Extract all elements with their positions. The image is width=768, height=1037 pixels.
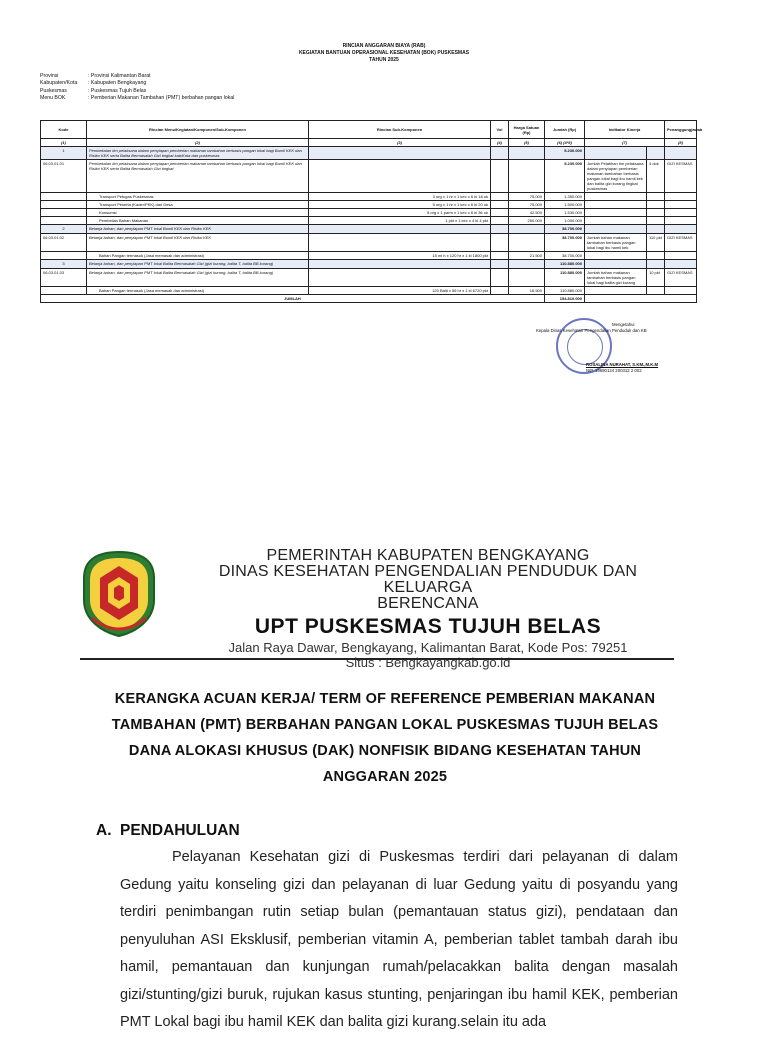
total-empty <box>585 295 697 303</box>
table-row <box>41 225 697 234</box>
rab-title <box>0 43 768 64</box>
cell-uraian: Belanja bahan, dan penyiapan PMT lokal Bumil KEK dan Risiko KEK <box>87 225 309 234</box>
cell-pj <box>665 225 697 234</box>
cell-sub: 120 Balit x 56 hr x 1 kl 6720 pkt <box>309 287 491 295</box>
cell-jumlah: 1.350.000 <box>545 193 585 201</box>
table-row <box>41 260 697 269</box>
info-value: : Kabupaten Bengkayang <box>88 80 147 87</box>
cell-harga: 16.500 <box>509 287 545 295</box>
cell-uraian: Pembekalan tim pelaksana dalam penyiapan pemberian makanan tambahan berbasis pangan lokal bagi Bumil KEK dan Risiko KEK serta Balita Bermasalah Gizi tingkat <box>87 160 309 193</box>
cell-uraian: Transport Peserta (Kader/PKK) dari Desa <box>87 201 309 209</box>
rab-table <box>40 120 703 303</box>
col-number: (3) <box>309 139 491 147</box>
cell-harga <box>509 147 545 160</box>
cell-harga <box>509 269 545 287</box>
cell-indikator <box>585 225 647 234</box>
signature-line: Kepala Dinas Kesehatan Pengendalian Penduduk dan KB <box>536 328 647 333</box>
cell-vol <box>491 287 509 295</box>
info-value: : Provinsi Kalimantan Barat <box>88 73 151 79</box>
cell-kode <box>41 201 87 209</box>
cell-jumlah: 1.000.000 <box>545 217 585 225</box>
cell-sub: 5 org x 1 hr x 1 kec x 6 kl 20 ok <box>309 201 491 209</box>
cell-vol <box>491 225 509 234</box>
col-header: Penanggungjawab <box>665 121 697 139</box>
total-label: JUMLAH <box>41 295 545 303</box>
cell-pj: GIZI KESMAS <box>665 269 697 287</box>
cell-vol <box>491 217 509 225</box>
rab-title-line: TAHUN 2025 <box>369 57 399 63</box>
cell-kode <box>41 287 87 295</box>
cell-harga <box>509 225 545 234</box>
cell-indikator-vol <box>647 209 665 217</box>
cell-sub: 3 org x 1 hr x 1 kec x 6 kl 18 ok <box>309 193 491 201</box>
cell-harga: 250.000 <box>509 217 545 225</box>
col-number: (1) <box>41 139 87 147</box>
info-value: : Pemberian Makanan Tambahan (PMT) berbahan pangan lokal <box>88 94 235 101</box>
cell-sub <box>309 225 491 234</box>
info-label: Kabupaten/Kota <box>40 80 78 87</box>
rab-title-line: RINCIAN ANGGARAN BIAYA (RAB) <box>342 43 426 49</box>
cell-kode <box>41 252 87 260</box>
col-header: Rincian Sub-Komponen <box>309 121 491 139</box>
table-row <box>41 193 697 201</box>
cell-uraian: Belanja bahan, dan penyiapan PMT lokal Balita Bermasalah Gizi (gizi kurang, balita T, balita BB kurang) <box>87 260 309 269</box>
cell-indikator-vol <box>647 217 665 225</box>
cell-jumlah: 1.500.000 <box>545 201 585 209</box>
cell-indikator-vol: 110 pkt <box>647 234 665 252</box>
col-number: (8) <box>665 139 697 147</box>
cell-kode: 2 <box>41 225 87 234</box>
signature-nip: NIP. 19690124 200312 2 002 <box>586 368 642 373</box>
cell-pj <box>665 252 697 260</box>
cell-uraian: Konsumsi <box>87 209 309 217</box>
cell-jumlah: 5.230.000 <box>545 160 585 193</box>
rab-title-line: KEGIATAN BANTUAN OPERASIONAL KESEHATAN (BOK) PUSKESMAS <box>298 50 470 56</box>
document-title: KERANGKA ACUAN KERJA/ TERM OF REFERENCE PEMBERIAN MAKANAN TAMBAHAN (PMT) BERBAHAN PANGAN LOKAL PUSKESMAS TUJUH BELAS DANA ALOKASI KHUSUS (DAK) NONFISIK BIDANG KESEHATAN TAHUN ANGGARAN 2025 <box>111 691 659 785</box>
cell-indikator: Jumlah bahan makanan tambahan berbasis pangan lokal bagi ibu hamil kek <box>585 234 647 252</box>
cell-sub <box>309 260 491 269</box>
body-paragraph: Pelayanan Kesehatan gizi di Puskesmas terdiri dari pelayanan di dalam Gedung yaitu konseling gizi dan pelayanan di luar Gedung yaitu di posyandu yang terdiri penimbangan rutin setiap bulan (pemantauan status gizi), pendataan dan penyuluhan ASI Eksklusif, pemberian vitamin A, pemberian tablet tambah darah ibu hamil, pemantauan dan kunjungan rumah/pelacakkan balita dengan masalah gizi/stunting/gizi buruk, rujukan kasus stunting, penjaringan ibu hamil KEK, pemberian PMT Lokal bagi ibu hamil KEK dan balita gizi kurang.selain itu ada <box>120 849 678 1030</box>
cell-indikator: Jumlah Pelatihan tim pelaksana dalam penyiapan pemberian makanan tambahan berbasis pangan lokal bagi ibu hamil kek dan balita gizi kurang tingkat puskesmas <box>585 160 647 193</box>
signature-block <box>536 322 658 374</box>
section-heading <box>96 822 240 840</box>
cell-harga <box>509 260 545 269</box>
cell-vol <box>491 252 509 260</box>
cell-uraian: Pembekalan tim pelaksana dalam penyiapan pemberian makanan tambahan berbasis pangan lokal bagi Bumil KEK dan Risiko KEK serta Balita Bermasalah Gizi tingkat kab/Kota dan puskesmas <box>87 147 309 160</box>
cell-indikator-vol <box>647 225 665 234</box>
cell-indikator <box>585 217 647 225</box>
cell-pj <box>665 201 697 209</box>
cell-harga: 75.000 <box>509 193 545 201</box>
table-row <box>41 252 697 260</box>
col-number-row <box>41 139 697 147</box>
cell-kode <box>41 217 87 225</box>
cell-uraian: Belanja bahan, dan penyiapan PMT lokal Balita Bermasalah Gizi (gizi kurang, balita T, balita BB kurang) <box>87 269 309 287</box>
cell-indikator-vol: 10 pkt <box>647 269 665 287</box>
cell-indikator <box>585 201 647 209</box>
bengkayang-logo-icon <box>80 548 158 638</box>
letterhead-government: PEMERINTAH KABUPATEN BENGKAYANG <box>266 547 590 564</box>
cell-indikator: Jumlah bahan makanan tambahan berbasis pangan lokal bagi balita gizi kurang <box>585 269 647 287</box>
cell-kode: 06.03.01.02 <box>41 234 87 252</box>
cell-uraian: Pembelian Bahan Makanan <box>87 217 309 225</box>
table-row <box>41 201 697 209</box>
cell-jumlah: 5.230.000 <box>545 147 585 160</box>
col-number: (4) <box>491 139 509 147</box>
cell-indikator-vol <box>647 201 665 209</box>
cell-indikator <box>585 260 647 269</box>
info-row <box>40 95 234 102</box>
cell-jumlah: 110.880.000 <box>545 260 585 269</box>
letterhead-unit: UPT PUSKESMAS TUJUH BELAS <box>254 615 602 638</box>
cell-kode <box>41 193 87 201</box>
cell-indikator <box>585 209 647 217</box>
col-header: Rincian Menu/Kegiatan/Komponen/Sub-Komponen <box>87 121 309 139</box>
letterhead-agency: DINAS KESEHATAN PENGENDALIAN PENDUDUK DAN KELUARGA <box>218 563 638 596</box>
col-number: (7) <box>585 139 665 147</box>
cell-jumlah: 110.880.000 <box>545 269 585 287</box>
info-row <box>40 80 234 87</box>
cell-vol <box>491 193 509 201</box>
letterhead-divider <box>80 658 674 660</box>
cell-indikator-vol <box>647 193 665 201</box>
info-row <box>40 88 234 95</box>
cell-pj <box>665 193 697 201</box>
cell-vol <box>491 147 509 160</box>
table-row <box>41 209 697 217</box>
letterhead-address: Jalan Raya Dawar, Bengkayang, Kalimantan Barat, Kode Pos: 79251 <box>228 640 628 655</box>
section-letter: A. <box>96 822 112 839</box>
cell-uraian: Belanja bahan, dan penyiapan PMT lokal Bumil KEK dan Risiko KEK <box>87 234 309 252</box>
total-value: 154.810.000 <box>545 295 585 303</box>
table-row <box>41 234 697 252</box>
cell-pj <box>665 260 697 269</box>
cell-sub: 15 ml h x 120 hr x 1 kl 1800 pkt <box>309 252 491 260</box>
cell-indikator-vol <box>647 260 665 269</box>
cell-vol <box>491 234 509 252</box>
cell-kode: 3 <box>41 260 87 269</box>
cell-kode: 06.03.01.03 <box>41 269 87 287</box>
info-row <box>40 73 234 80</box>
cell-kode: 06.03.01.01 <box>41 160 87 193</box>
col-header: Jumlah (Rp) <box>545 121 585 139</box>
cell-indikator <box>585 193 647 201</box>
table-row <box>41 160 697 193</box>
col-header: Vol <box>491 121 509 139</box>
table-row <box>41 147 697 160</box>
rab-info <box>40 73 234 102</box>
signature-line: Mengetahui <box>612 322 635 327</box>
col-number: (2) <box>87 139 309 147</box>
cell-uraian: Bahan Pangan termasuk (Jasa memasak dan administrasi) <box>87 252 309 260</box>
cell-sub <box>309 147 491 160</box>
section-title: PENDAHULUAN <box>120 822 240 839</box>
cell-harga: 21.500 <box>509 252 545 260</box>
cell-jumlah: 1.530.000 <box>545 209 585 217</box>
info-label: Menu BOK <box>40 94 66 101</box>
cell-kode: 1 <box>41 147 87 160</box>
cell-vol <box>491 260 509 269</box>
cell-indikator-vol: 4 dok <box>647 160 665 193</box>
letterhead-text <box>176 548 680 670</box>
cell-sub <box>309 160 491 193</box>
cell-vol <box>491 269 509 287</box>
cell-jumlah: 38.700.000 <box>545 252 585 260</box>
cell-jumlah: 38.700.000 <box>545 234 585 252</box>
col-number: (6) (4*5) <box>545 139 585 147</box>
cell-harga <box>509 160 545 193</box>
cell-uraian: Bahan Pangan termasuk (Jasa memasak dan administrasi) <box>87 287 309 295</box>
cell-kode <box>41 209 87 217</box>
cell-indikator <box>585 252 647 260</box>
cell-jumlah: 38.700.000 <box>545 225 585 234</box>
info-label: Puskesmas <box>40 87 67 94</box>
table-header-row <box>41 121 697 139</box>
col-header: Kode <box>41 121 87 139</box>
cell-indikator-vol <box>647 252 665 260</box>
cell-pj <box>665 287 697 295</box>
signature-name: ROSALINA NURAHAT, S.KM.,M.K.M <box>586 362 659 367</box>
cell-indikator <box>585 287 647 295</box>
cell-sub <box>309 269 491 287</box>
total-row <box>41 295 697 303</box>
table-row <box>41 269 697 287</box>
col-header: Indikator Kinerja <box>585 121 665 139</box>
cell-indikator-vol <box>647 287 665 295</box>
cell-jumlah: 110.880.000 <box>545 287 585 295</box>
cell-pj <box>665 217 697 225</box>
cell-vol <box>491 160 509 193</box>
cell-harga: 75.000 <box>509 201 545 209</box>
cell-pj: GIZI KESMAS <box>665 160 697 193</box>
cell-sub: 1 pkt x 1 kec x 4 kl 4 pkt <box>309 217 491 225</box>
cell-pj <box>665 147 697 160</box>
letterhead-agency-cont: BERENCANA <box>377 595 479 612</box>
cell-indikator-vol <box>647 147 665 160</box>
table-row <box>41 217 697 225</box>
cell-harga <box>509 234 545 252</box>
cell-vol <box>491 209 509 217</box>
cell-vol <box>491 201 509 209</box>
info-value: : Puskesmas Tujuh Belas <box>88 87 147 94</box>
cell-pj <box>665 209 697 217</box>
cell-pj: GIZI KESMAS <box>665 234 697 252</box>
cell-sub: 8 org x 1 parm x 1 kec x 6 kl 36 ok <box>309 209 491 217</box>
cell-sub <box>309 234 491 252</box>
col-header: Harga Satuan (Rp) <box>509 121 545 139</box>
cell-harga: 42.500 <box>509 209 545 217</box>
info-label: Provinsi <box>40 73 59 79</box>
cell-uraian: Transport Petugas Puskesmas <box>87 193 309 201</box>
letterhead-website: Situs : Bengkayangkab.go.id <box>345 655 511 670</box>
col-number: (5) <box>509 139 545 147</box>
cell-indikator <box>585 147 647 160</box>
table-row <box>41 287 697 295</box>
